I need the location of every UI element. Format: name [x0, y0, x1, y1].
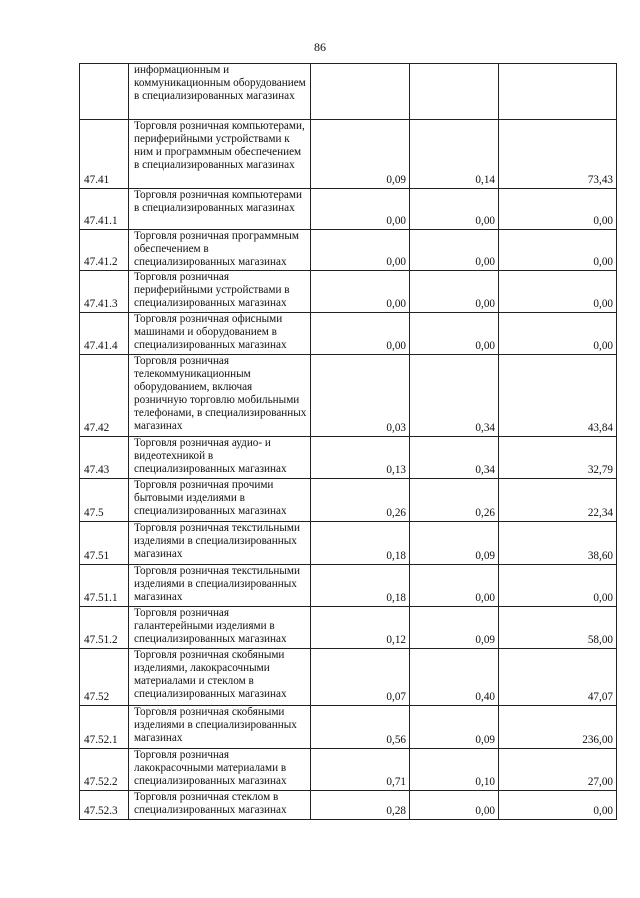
row-value-3: 73,43	[499, 120, 617, 189]
row-value-2: 0,09	[410, 522, 499, 565]
row-value-1: 0,09	[311, 120, 410, 189]
row-code: 47.51	[80, 522, 129, 565]
row-code: 47.41.1	[80, 189, 129, 230]
row-value-3: 0,00	[499, 271, 617, 313]
row-value-3: 43,84	[499, 355, 617, 437]
row-value-1: 0,12	[311, 607, 410, 649]
table-row	[80, 565, 617, 607]
row-name: Торговля розничная текстильными изделиями в специализированных магазинах	[129, 522, 311, 565]
row-value-3: 32,79	[499, 437, 617, 479]
row-value-3: 0,00	[499, 313, 617, 355]
row-value-2: 0,00	[410, 230, 499, 271]
table-row	[80, 189, 617, 230]
row-name: Торговля розничная программным обеспечением в специализированных магазинах	[129, 230, 311, 271]
row-name: Торговля розничная скобяными изделиями, лакокрасочными материалами и стеклом в специализированных магазинах	[129, 649, 311, 706]
row-value-3: 22,34	[499, 479, 617, 522]
row-value-3	[499, 64, 617, 120]
table-row	[80, 749, 617, 791]
row-value-3: 0,00	[499, 230, 617, 271]
row-value-1	[311, 64, 410, 120]
row-value-2: 0,40	[410, 649, 499, 706]
row-code: 47.51.2	[80, 607, 129, 649]
row-name: Торговля розничная прочими бытовыми изделиями в специализированных магазинах	[129, 479, 311, 522]
table-row	[80, 479, 617, 522]
row-value-1: 0,00	[311, 230, 410, 271]
row-value-2: 0,10	[410, 749, 499, 791]
row-code	[80, 64, 129, 120]
row-value-2: 0,26	[410, 479, 499, 522]
row-name: Торговля розничная офисными машинами и оборудованием в специализированных магазинах	[129, 313, 311, 355]
row-value-2: 0,14	[410, 120, 499, 189]
row-value-3: 0,00	[499, 189, 617, 230]
row-name: Торговля розничная текстильными изделиями в специализированных магазинах	[129, 565, 311, 607]
row-value-3: 47,07	[499, 649, 617, 706]
row-code: 47.41.4	[80, 313, 129, 355]
row-name: Торговля розничная компьютерами в специализированных магазинах	[129, 189, 311, 230]
row-value-1: 0,28	[311, 791, 410, 820]
table-row	[80, 313, 617, 355]
row-code: 47.41.3	[80, 271, 129, 313]
table-row	[80, 706, 617, 749]
table-row	[80, 355, 617, 437]
row-value-2: 0,00	[410, 271, 499, 313]
table-row	[80, 64, 617, 120]
row-value-2: 0,00	[410, 189, 499, 230]
row-value-1: 0,56	[311, 706, 410, 749]
row-value-1: 0,00	[311, 271, 410, 313]
row-value-1: 0,18	[311, 522, 410, 565]
table-row	[80, 649, 617, 706]
row-name: информационным и коммуникационным оборудованием в специализированных магазинах	[129, 64, 311, 120]
row-value-2	[410, 64, 499, 120]
row-code: 47.52.1	[80, 706, 129, 749]
table-row	[80, 230, 617, 271]
table-row	[80, 791, 617, 820]
row-code: 47.41	[80, 120, 129, 189]
table-row	[80, 271, 617, 313]
row-code: 47.43	[80, 437, 129, 479]
row-value-1: 0,00	[311, 189, 410, 230]
row-code: 47.52.3	[80, 791, 129, 820]
row-code: 47.41.2	[80, 230, 129, 271]
table-row	[80, 522, 617, 565]
row-name: Торговля розничная лакокрасочными материалами в специализированных магазинах	[129, 749, 311, 791]
row-value-1: 0,07	[311, 649, 410, 706]
data-table	[79, 63, 617, 820]
row-value-1: 0,18	[311, 565, 410, 607]
table-row	[80, 607, 617, 649]
row-value-3: 27,00	[499, 749, 617, 791]
row-value-2: 0,09	[410, 706, 499, 749]
row-value-3: 0,00	[499, 791, 617, 820]
page-number: 86	[314, 40, 326, 54]
row-name: Торговля розничная скобяными изделиями в специализированных магазинах	[129, 706, 311, 749]
row-name: Торговля розничная компьютерами, периферийными устройствами к ним и программным обеспечением в специализированных магазинах	[129, 120, 311, 189]
row-value-2: 0,34	[410, 437, 499, 479]
row-value-1: 0,00	[311, 313, 410, 355]
row-code: 47.42	[80, 355, 129, 437]
row-name: Торговля розничная галантерейными изделиями в специализированных магазинах	[129, 607, 311, 649]
row-value-2: 0,34	[410, 355, 499, 437]
row-value-3: 38,60	[499, 522, 617, 565]
table-body	[80, 64, 617, 820]
row-value-2: 0,09	[410, 607, 499, 649]
row-name: Торговля розничная периферийными устройствами в специализированных магазинах	[129, 271, 311, 313]
row-value-2: 0,00	[410, 313, 499, 355]
row-value-2: 0,00	[410, 565, 499, 607]
row-value-3: 236,00	[499, 706, 617, 749]
row-value-1: 0,03	[311, 355, 410, 437]
row-value-3: 0,00	[499, 565, 617, 607]
row-name: Торговля розничная телекоммуникационным оборудованием, включая розничную торговлю мобильными телефонами, в специализированных магазинах	[129, 355, 311, 437]
row-value-1: 0,13	[311, 437, 410, 479]
row-value-1: 0,71	[311, 749, 410, 791]
row-value-2: 0,00	[410, 791, 499, 820]
row-name: Торговля розничная стеклом в специализированных магазинах	[129, 791, 311, 820]
table-row	[80, 437, 617, 479]
row-code: 47.52	[80, 649, 129, 706]
row-value-1: 0,26	[311, 479, 410, 522]
row-code: 47.52.2	[80, 749, 129, 791]
table-row	[80, 120, 617, 189]
row-value-3: 58,00	[499, 607, 617, 649]
row-name: Торговля розничная аудио- и видеотехникой в специализированных магазинах	[129, 437, 311, 479]
row-code: 47.5	[80, 479, 129, 522]
row-code: 47.51.1	[80, 565, 129, 607]
